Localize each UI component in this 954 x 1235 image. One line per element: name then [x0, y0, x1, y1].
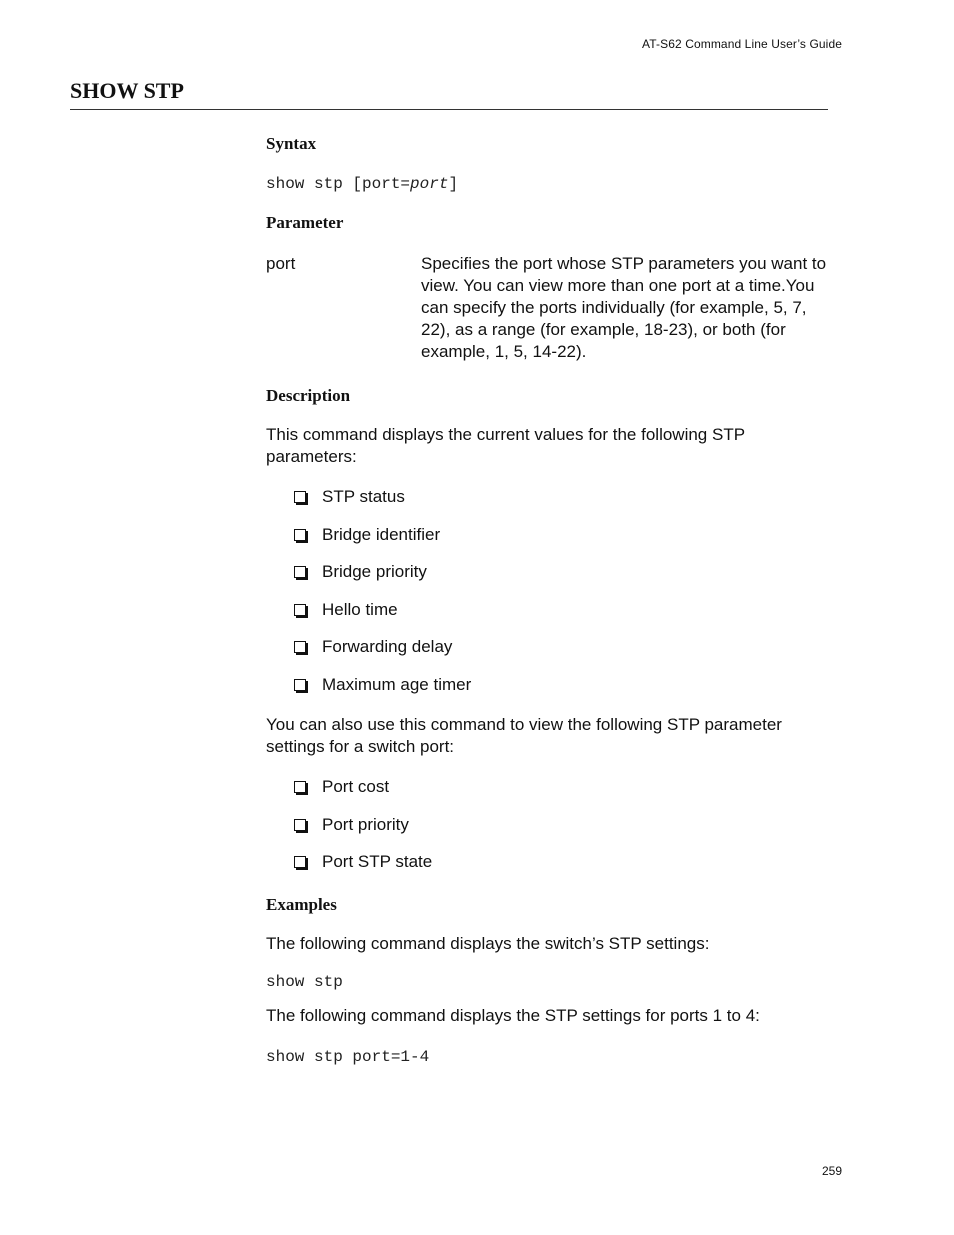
list-item: Forwarding delay: [294, 636, 828, 658]
checkbox-bullet-icon: [294, 604, 306, 616]
parameter-row: [266, 253, 828, 363]
checkbox-bullet-icon: [294, 491, 306, 503]
checkbox-bullet-icon: [294, 856, 306, 868]
page-title: SHOW STP: [70, 78, 184, 103]
description-heading: Description: [266, 386, 351, 405]
example-text-1: The following command displays the switch’s STP settings:: [266, 934, 710, 954]
syntax-command-param: port: [410, 175, 449, 193]
list-item: Port STP state: [294, 851, 828, 873]
parameter-list: [266, 486, 828, 696]
parameter-description: Specifies the port whose STP parameters you want to view. You can view more than one port at a time.You can specify the ports individually (for example, 5, 7, 22), as a range (for example, 18-23), or both (for example, 1, 5, 14-22).: [421, 254, 827, 361]
checkbox-bullet-icon: [294, 819, 306, 831]
list-item: Bridge priority: [294, 561, 828, 583]
examples-heading: Examples: [266, 895, 337, 915]
title-rule: [70, 109, 828, 110]
example-text-2: The following command displays the STP settings for ports 1 to 4:: [266, 1006, 760, 1026]
checkbox-bullet-icon: [294, 566, 306, 578]
syntax-heading: Syntax: [266, 134, 317, 153]
list-item: Port cost: [294, 776, 828, 798]
list-item: Maximum age timer: [294, 674, 828, 696]
syntax-command-suffix: ]: [448, 175, 459, 193]
parameter-name: port: [266, 254, 296, 273]
list-item: Port priority: [294, 814, 828, 836]
page-number: 259: [821, 1164, 842, 1178]
syntax-command: [266, 175, 828, 193]
syntax-command-prefix: show stp [port=: [266, 175, 411, 193]
description-intro: This command displays the current values for the following STP parameters:: [266, 425, 745, 466]
checkbox-bullet-icon: [294, 781, 306, 793]
example-code-1: show stp: [266, 973, 343, 992]
description-intro-2: You can also use this command to view the following STP parameter settings for a switch port:: [266, 714, 782, 756]
running-header: AT-S62 Command Line User’s Guide: [642, 37, 842, 51]
example-code-2: show stp port=1-4: [266, 1048, 430, 1067]
parameter-heading: Parameter: [266, 213, 344, 232]
checkbox-bullet-icon: [294, 679, 306, 691]
list-item: STP status: [294, 486, 828, 508]
content: [266, 134, 828, 1066]
port-parameter-list: [266, 776, 828, 873]
checkbox-bullet-icon: [294, 641, 306, 653]
checkbox-bullet-icon: [294, 529, 306, 541]
list-item: Bridge identifier: [294, 524, 828, 546]
list-item: Hello time: [294, 599, 828, 621]
